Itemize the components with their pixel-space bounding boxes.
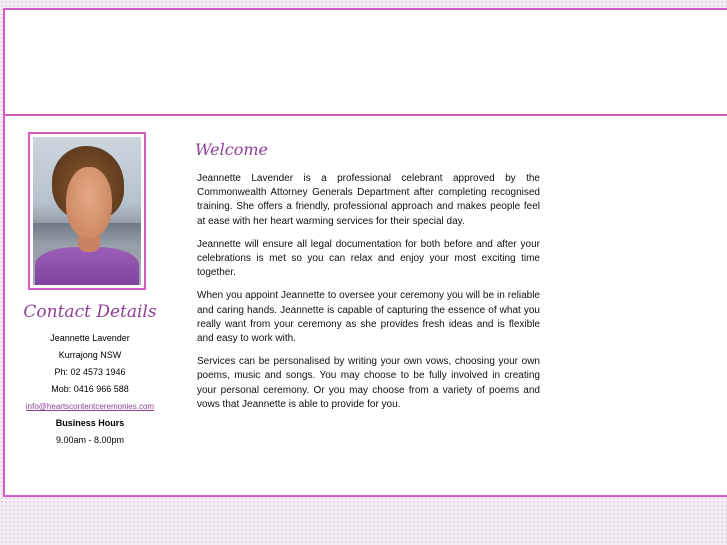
profile-photo-frame	[28, 132, 146, 290]
contact-location: Kurrajong NSW	[58, 350, 122, 360]
welcome-paragraph: Jeannette Lavender is a professional celebrant approved by the Commonwealth Attorney Generals Department after completing recognised training. She offers a friendly, professional approach and makes people feel at ease with her heart warming services for their special day.	[197, 173, 540, 227]
business-hours-heading: Business Hours	[55, 418, 125, 428]
contact-name: Jeannette Lavender	[50, 333, 130, 343]
business-hours: 9.00am - 8.00pm	[55, 435, 125, 445]
page-frame	[3, 8, 727, 497]
contact-details-heading: Contact Details	[23, 302, 157, 322]
welcome-content	[197, 172, 540, 421]
header-divider	[5, 114, 727, 116]
contact-email-link[interactable]: info@heartscontentceremonies.com	[25, 402, 155, 411]
contact-phone: Ph: 02 4573 1946	[54, 367, 126, 377]
contact-details	[15, 330, 165, 449]
welcome-paragraph: When you appoint Jeannette to oversee your ceremony you will be in reliable and caring hands. Jeannette is capable of capturing the essence of what you really want from your ceremony as she provides fresh ideas and is flexible and easy to work with.	[197, 290, 540, 345]
welcome-paragraph: Jeannette will ensure all legal documentation for both before and after your celebrations is met so you can relax and enjoy your most exciting time together.	[197, 238, 540, 279]
contact-mobile: Mob: 0416 966 588	[51, 384, 129, 394]
portrait-photo-icon	[33, 137, 141, 285]
welcome-paragraph: Services can be personalised by writing your own vows, choosing your own poems, music and songs. You may choose to be fully involved in creating your personal ceremony. Or you may choose from a variety of poems and vows that Jeannette is able to provide for you.	[197, 356, 540, 410]
welcome-heading: Welcome	[195, 140, 268, 159]
